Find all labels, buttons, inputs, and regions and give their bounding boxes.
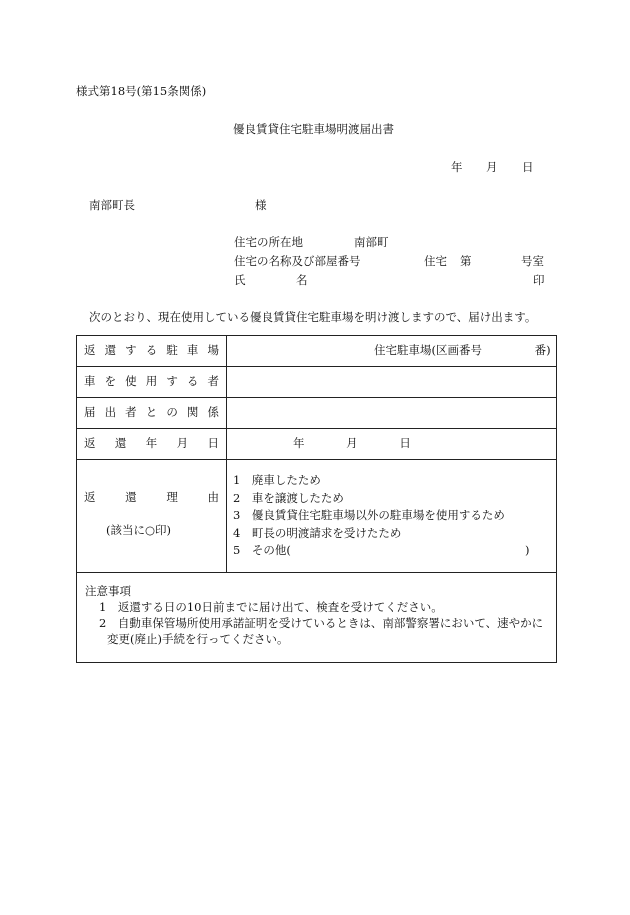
notes-cell	[77, 573, 557, 663]
reason-hint: (該当に○印)	[106, 523, 172, 537]
reason-item-2[interactable]: 2 車を譲渡したため	[233, 490, 344, 505]
return-form-table	[76, 335, 557, 663]
table-row	[77, 460, 557, 573]
addressee-honorific: 様	[255, 198, 267, 212]
reason-list-cell[interactable]	[227, 460, 557, 573]
parking-value-cell[interactable]	[227, 336, 557, 367]
label-char: 駐	[166, 343, 178, 358]
reason-other-label: 5 その他(	[233, 543, 291, 558]
label-char: 返	[84, 436, 96, 451]
label-char: 還	[114, 436, 127, 451]
housing-label: 住宅の名称及び部屋番号	[234, 254, 361, 268]
return-month: 月	[346, 436, 358, 451]
form-title: 優良賃貸住宅駐車場明渡届出書	[233, 122, 394, 136]
label-char: 使	[125, 374, 137, 389]
label-char: 届	[84, 405, 96, 420]
form-number: 様式第18号(第15条関係)	[76, 84, 207, 98]
date-year: 年	[451, 160, 463, 174]
intro-text: 次のとおり、現在使用している優良賃貸住宅駐車場を明け渡しますので、届け出ます。	[89, 310, 537, 324]
label-char: 者	[207, 374, 219, 389]
label-char: 返	[84, 343, 96, 358]
table-row	[77, 336, 557, 367]
relation-label	[84, 407, 219, 419]
addressee-name: 南部町長	[89, 198, 135, 212]
return-year: 年	[293, 436, 305, 451]
label-char: 返	[84, 489, 96, 504]
return-date-label-cell	[77, 429, 227, 460]
label-char: 出	[104, 405, 117, 420]
notes-item-2-line-2: 変更(廃止)手続を行ってください。	[107, 632, 289, 646]
user-label	[84, 376, 219, 388]
label-char: 還	[104, 343, 117, 358]
label-char: 日	[207, 436, 219, 451]
name-label-2: 名	[296, 273, 308, 287]
label-char: す	[125, 343, 137, 358]
label-char: 月	[176, 436, 189, 451]
address-value: 南部町	[354, 235, 389, 249]
label-char: 係	[207, 405, 219, 420]
user-label-cell	[77, 367, 227, 398]
address-label: 住宅の所在地	[234, 235, 303, 249]
reason-item-5[interactable]	[233, 545, 556, 557]
label-char: る	[186, 374, 199, 389]
seal-mark: 印	[533, 273, 545, 287]
label-char: る	[145, 343, 158, 358]
table-row	[77, 573, 557, 663]
reason-item-3[interactable]: 3 優良賃貸住宅駐車場以外の駐車場を使用するため	[233, 508, 505, 523]
label-char: 用	[145, 374, 158, 389]
housing-number-prefix: 第	[460, 254, 472, 268]
label-char: 者	[125, 405, 137, 420]
notes-heading: 注意事項	[85, 584, 131, 598]
reason-item-1[interactable]: 1 廃車したため	[233, 473, 321, 488]
label-char: 場	[207, 343, 219, 358]
label-char: 車	[186, 343, 199, 358]
notes-item-2-line-1: 2 自動車保管場所使用承諾証明を受けているときは、南部警察署において、速やかに	[99, 616, 544, 630]
date-day: 日	[522, 160, 534, 174]
return-day: 日	[399, 436, 411, 451]
label-char: 由	[207, 489, 219, 504]
table-row	[77, 398, 557, 429]
parking-value-suffix: 番)	[534, 343, 551, 358]
relation-value-cell[interactable]	[227, 398, 557, 429]
label-char: と	[145, 405, 158, 420]
housing-prefix: 住宅	[424, 254, 447, 268]
label-char: の	[166, 405, 178, 420]
table-row	[77, 367, 557, 398]
label-char: 還	[125, 489, 137, 504]
label-char: 年	[145, 436, 158, 451]
parking-label	[84, 345, 219, 357]
user-value-cell[interactable]	[227, 367, 557, 398]
reason-label-cell	[77, 460, 227, 573]
notes-item-1: 1 返還する日の10日前までに届け出て、検査を受けてください。	[99, 600, 443, 614]
name-label-1: 氏	[234, 273, 246, 287]
reason-item-4[interactable]: 4 町長の明渡請求を受けたため	[233, 525, 402, 540]
return-date-value-cell[interactable]	[227, 429, 557, 460]
label-char: を	[104, 374, 117, 389]
label-char: す	[166, 374, 178, 389]
relation-label-cell	[77, 398, 227, 429]
housing-suffix: 号室	[521, 254, 544, 268]
label-char: 車	[84, 374, 96, 389]
return-date-label	[84, 438, 219, 450]
table-row	[77, 429, 557, 460]
label-char: 理	[166, 489, 178, 504]
date-month: 月	[486, 160, 498, 174]
label-char: 関	[186, 405, 199, 420]
reason-label	[84, 489, 219, 504]
reason-other-close: )	[525, 543, 530, 558]
parking-value-prefix: 住宅駐車場(区画番号	[374, 343, 482, 358]
parking-label-cell	[77, 336, 227, 367]
